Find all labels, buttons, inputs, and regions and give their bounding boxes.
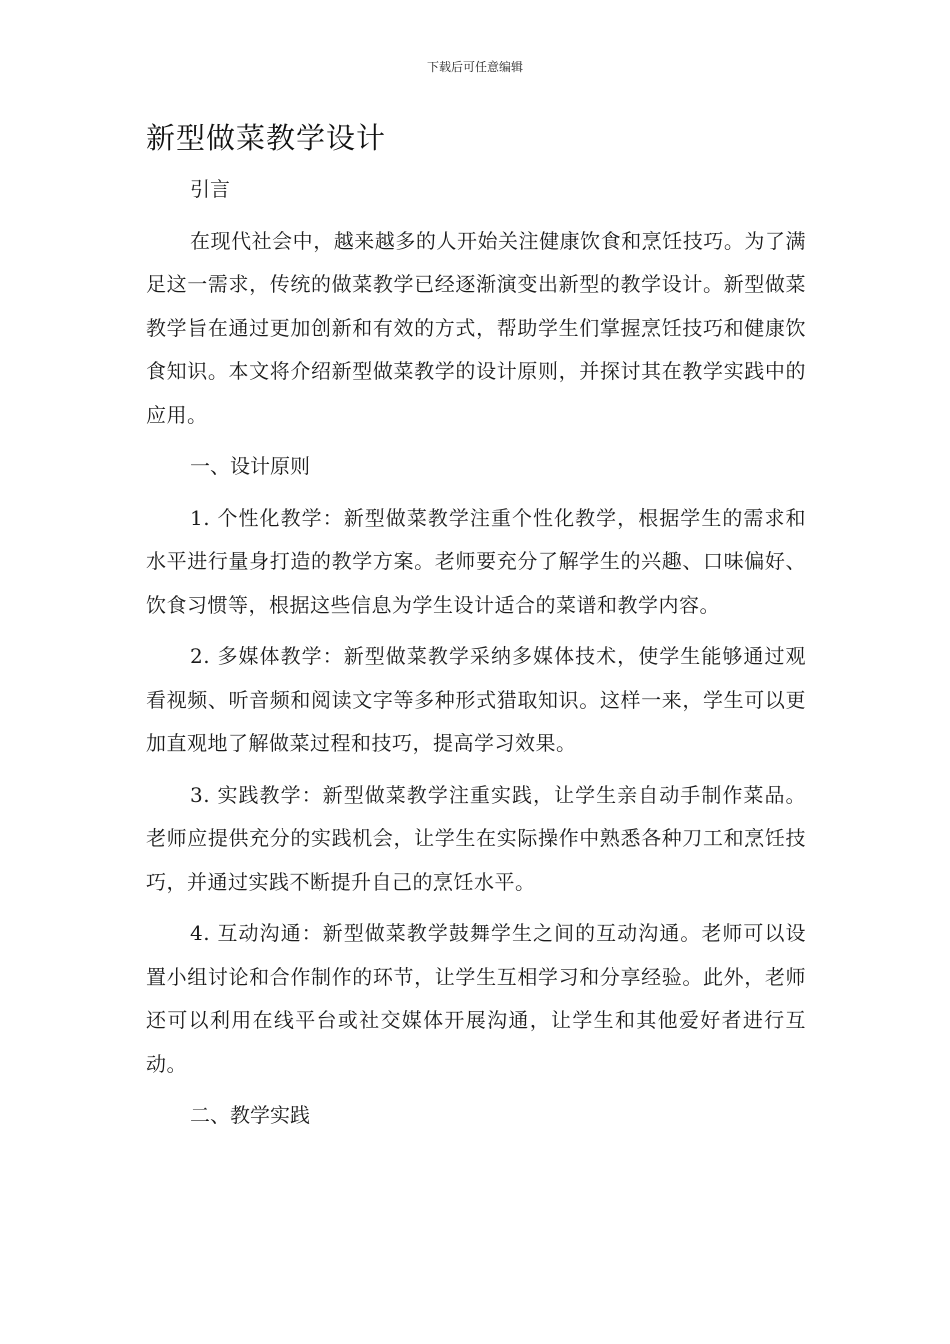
principle-paragraph: 4. 互动沟通：新型做菜教学鼓舞学生之间的互动沟通。老师可以设置小组讨论和合作制作的环节，让学生互相学习和分享经验。此外，老师还可以利用在线平台或社交媒体开展沟通，让学生和其他爱好者进行互动。 xyxy=(146,921,806,1076)
principle-paragraph: 3. 实践教学：新型做菜教学注重实践，让学生亲自动手制作菜品。老师应提供充分的实践机会，让学生在实际操作中熟悉各种刀工和烹饪技巧，并通过实践不断提升自己的烹饪水平。 xyxy=(146,782,806,894)
intro-paragraph: 在现代社会中，越来越多的人开始关注健康饮食和烹饪技巧。为了满足这一需求，传统的做菜教学已经逐渐演变出新型的教学设计。新型做菜教学旨在通过更加创新和有效的方式，帮助学生们掌握烹饪技巧和健康饮食知识。本文将介绍新型做菜教学的设计原则，并探讨其在教学实践中的应用。 xyxy=(146,228,806,427)
document-title: 新型做菜教学设计 xyxy=(146,121,387,155)
document-body xyxy=(146,168,806,1146)
intro-label: 引言 xyxy=(190,177,230,201)
section-heading-principles: 一、设计原则 xyxy=(190,454,310,478)
principle-paragraph: 1. 个性化教学：新型做菜教学注重个性化教学，根据学生的需求和水平进行量身打造的教学方案。老师要充分了解学生的兴趣、口味偏好、饮食习惯等，根据这些信息为学生设计适合的菜谱和教学内容。 xyxy=(146,505,806,617)
header-note: 下载后可任意编辑 xyxy=(426,60,523,74)
section-heading-practice: 二、教学实践 xyxy=(190,1103,310,1127)
principle-paragraph: 2. 多媒体教学：新型做菜教学采纳多媒体技术，使学生能够通过观看视频、听音频和阅读文字等多种形式猎取知识。这样一来，学生可以更加直观地了解做菜过程和技巧，提高学习效果。 xyxy=(146,644,806,755)
